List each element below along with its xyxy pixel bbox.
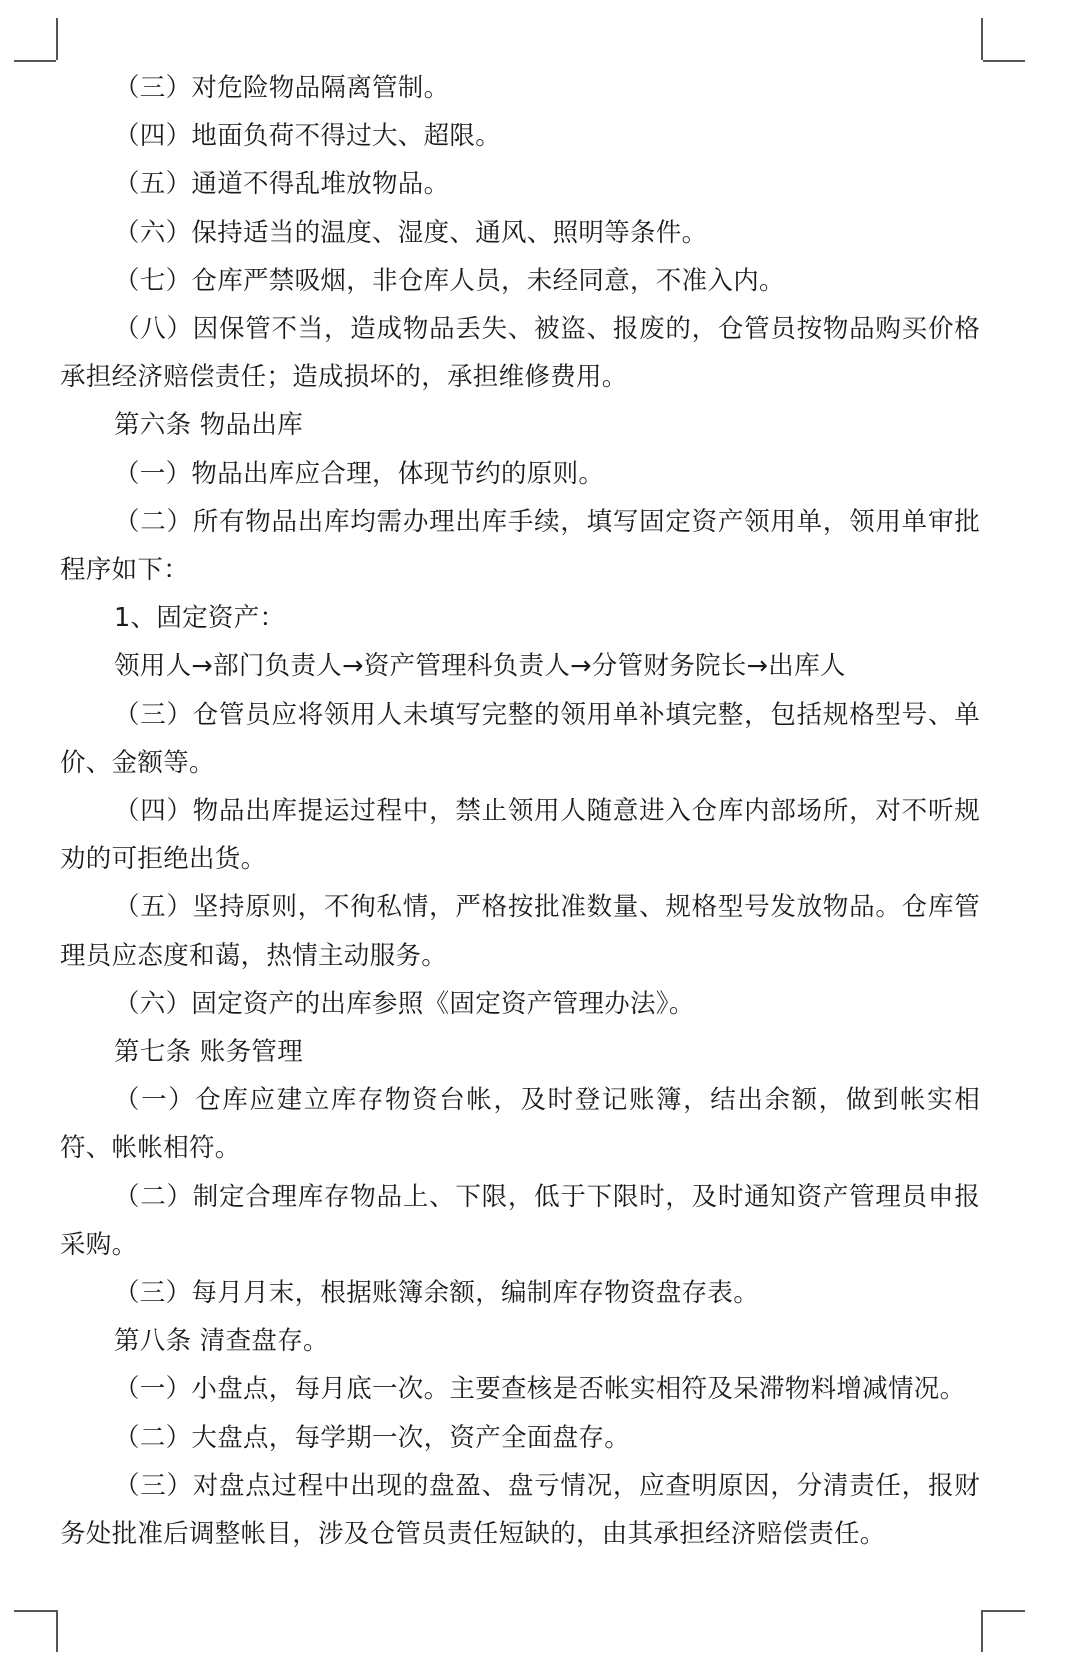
- item-environment-conditions: （六）保持适当的温度、湿度、通风、照明等条件。: [114, 217, 708, 248]
- item-outbound-reasonable: （一）物品出库应合理，体现节约的原则。: [114, 458, 605, 489]
- item-complete-form: （三）仓管员应将领用人未填写完整的领用单补填完整，包括规格型号、单价、金额等。: [60, 699, 980, 778]
- item-principles: （五）坚持原则，不徇私情，严格按批准数量、规格型号发放物品。仓库管理员应态度和蔼，热情主动服务。: [60, 892, 980, 971]
- item-fixed-assets: 1、固定资产：: [114, 603, 286, 634]
- document-body: [60, 64, 980, 1558]
- crop-mark-bottom-right-horizontal: [983, 1610, 1025, 1612]
- item-big-count: （二）大盘点，每学期一次，资产全面盘存。: [114, 1422, 631, 1453]
- item-small-count: （一）小盘点，每月底一次。主要查核是否帐实相符及呆滞物料增减情况。: [114, 1374, 966, 1405]
- item-no-entry: （四）物品出库提运过程中，禁止领用人随意进入仓库内部场所，对不听规劝的可拒绝出货。: [60, 796, 980, 875]
- item-compensation: （八）因保管不当，造成物品丢失、被盗、报废的，仓管员按物品购买价格承担经济赔偿责任；造成损坏的，承担维修费用。: [60, 314, 980, 393]
- crop-mark-bottom-left-vertical: [56, 1610, 58, 1652]
- crop-mark-top-left-horizontal: [14, 60, 56, 62]
- item-fixed-asset-reference: （六）固定资产的出库参照《固定资产管理办法》。: [114, 988, 695, 1019]
- item-outbound-procedure: （二）所有物品出库均需办理出库手续，填写固定资产领用单，领用单审批程序如下：: [60, 506, 980, 586]
- crop-mark-top-right-vertical: [981, 18, 983, 60]
- article-7-heading: 第七条 账务管理: [114, 1037, 304, 1068]
- item-no-smoking: （七）仓库严禁吸烟，非仓库人员，未经同意，不准入内。: [114, 265, 785, 296]
- article-8-heading: 第八条 清查盘存。: [114, 1326, 329, 1357]
- item-floor-load: （四）地面负荷不得过大、超限。: [114, 121, 502, 152]
- item-passage-clear: （五）通道不得乱堆放物品。: [114, 169, 450, 200]
- article-6-heading: 第六条 物品出库: [114, 410, 304, 441]
- item-monthly-inventory: （三）每月月末，根据账簿余额，编制库存物资盘存表。: [114, 1278, 760, 1309]
- item-approval-chain: 领用人→部门负责人→资产管理科负责人→分管财务院长→出库人: [114, 651, 846, 682]
- crop-mark-top-right-horizontal: [983, 60, 1025, 62]
- item-ledger: （一）仓库应建立库存物资台帐，及时登记账簿，结出余额，做到帐实相符、帐帐相符。: [60, 1085, 980, 1164]
- item-hazard-isolation: （三）对危险物品隔离管制。: [114, 73, 450, 103]
- item-stock-limits: （二）制定合理库存物品上、下限，低于下限时，及时通知资产管理员申报采购。: [60, 1181, 980, 1260]
- item-discrepancy: （三）对盘点过程中出现的盘盈、盘亏情况，应查明原因，分清责任，报财务处批准后调整帐目，涉及仓管员责任短缺的，由其承担经济赔偿责任。: [60, 1470, 980, 1550]
- crop-mark-top-left-vertical: [56, 18, 58, 60]
- crop-mark-bottom-right-vertical: [981, 1610, 983, 1652]
- crop-mark-bottom-left-horizontal: [14, 1610, 56, 1612]
